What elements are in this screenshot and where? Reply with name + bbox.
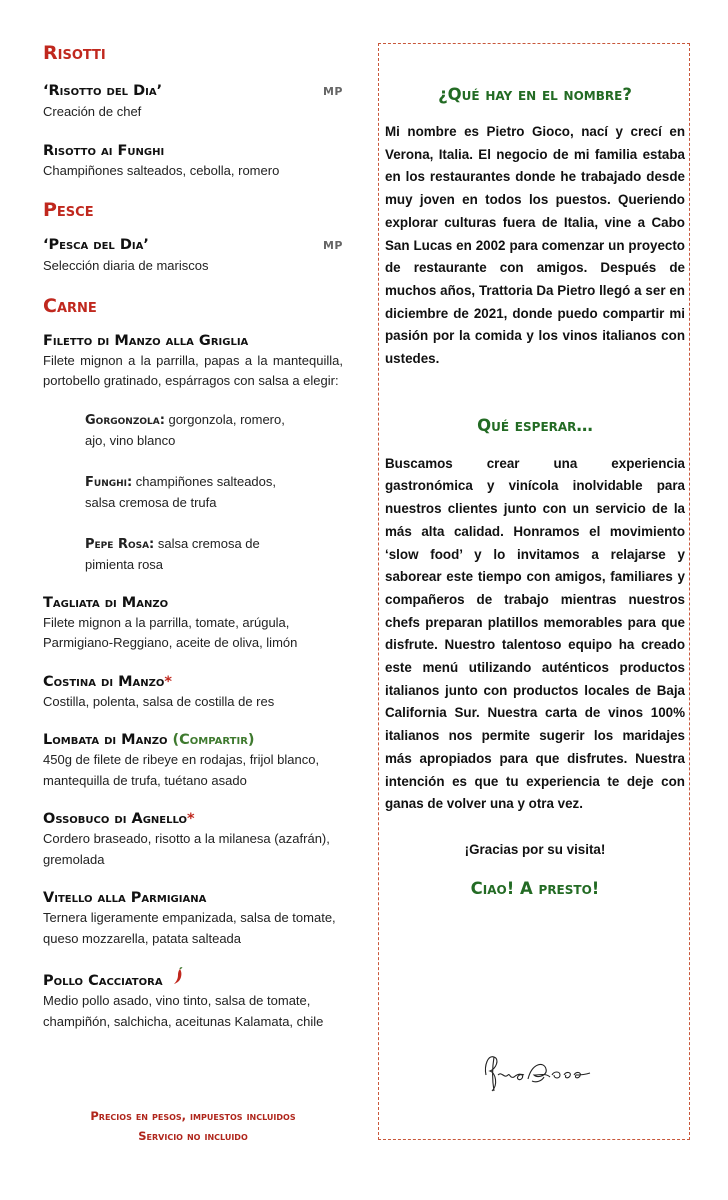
dish-desc: Creación de chef <box>43 104 142 119</box>
dish-pesca-del-dia <box>43 235 343 277</box>
dish-desc: Ternera ligeramente empanizada, salsa de tomate, queso mozzarella, patata salteada <box>43 910 336 946</box>
dish-name: Risotto ai Funghi <box>43 142 165 159</box>
dish-filetto <box>43 331 343 392</box>
price-note <box>43 1106 343 1146</box>
dish-vitello <box>43 888 343 949</box>
dish-name: ‘Risotto del Dia’ <box>43 83 163 99</box>
chili-pepper-icon <box>171 967 185 985</box>
menu-column <box>43 40 343 1032</box>
dish-tagliata <box>43 593 343 654</box>
dish-ossobuco <box>43 809 343 870</box>
dish-desc: Costilla, polenta, salsa de costilla de res <box>43 693 275 709</box>
dish-pollo <box>43 967 343 1032</box>
price-note-line2: Servicio no incluido <box>138 1129 248 1143</box>
expect-text: Buscamos crear una experiencia gastronómica y vinícola inolvidable para nuestros clientes junto con un servicio de la más alta calidad. Honramos el movimiento ‘slow food’ y lo invitamos a relajarse y saborear este tiempo con amigos, familiares y compañeros de trabajo mientras nuestros chefs preparan platillos memorables para que disfrute. Nuestro talentoso equipo ha creado este menú utilizando auténticos productos italianos junto con productos locales de Baja California Sur. Nuestra carta de vinos 100% italianos nos permite sugerir los maridajes más apropiados para que disfrutes. Nuestra intención es que tu experiencia te deje con ganas de volver una y otra vez. <box>385 455 685 812</box>
dish-name: Lombata di Manzo <box>43 732 168 748</box>
market-price: MP <box>322 239 343 252</box>
section-title-risotti: Risotti <box>43 42 106 64</box>
dish-name: Costina di Manzo <box>43 673 165 690</box>
market-price: MP <box>322 85 343 98</box>
dish-name: ‘Pesca del Dia’ <box>43 237 149 253</box>
dish-desc: Medio pollo asado, vino tinto, salsa de tomate, champiñón, salchicha, aceitunas Kalamata, chile <box>43 993 324 1029</box>
dish-desc: Cordero braseado, risotto a la milanesa (azafrán), gremolada <box>43 831 330 867</box>
share-label: (Compartir) <box>172 732 255 748</box>
dish-desc: Selección diaria de mariscos <box>43 258 209 273</box>
dish-name: Pollo Cacciatora <box>43 973 163 989</box>
dish-name: Ossobuco di Agnello <box>43 811 188 827</box>
spicy-star: * <box>187 811 195 827</box>
signature-image <box>480 1045 600 1095</box>
sauce-desc: champiñones salteados, salsa cremosa de trufa <box>85 473 276 510</box>
dish-name: Tagliata di Manzo <box>43 594 169 611</box>
expect-title: Qué esperar… <box>477 415 593 435</box>
about-title: ¿Qué hay en el nombre? <box>438 85 632 104</box>
dish-name: Vitello alla Parmigiana <box>43 890 207 906</box>
story-box <box>378 43 690 1140</box>
section-title-carne: Carne <box>43 294 97 317</box>
about-text: Mi nombre es Pietro Gioco, nací y crecí en Verona, Italia. El negocio de mi familia estaba en los restaurantes donde he trabajado desde muy joven en todos los puestos. Queriendo explorar culturas fuera de Italia, vine a Cabo San Lucas en 2002 para comenzar un proyecto de restaurante con amigos. Después de muchos años, Trattoria Da Pietro llegó a ser en diciembre de 2021, donde puedo compartir mi pasión por la comida y los vinos italianos con ustedes. <box>385 124 685 367</box>
ciao-text: Ciao! A presto! <box>470 878 600 898</box>
dish-risotto-ai-funghi <box>43 141 343 182</box>
section-title-pesce: Pesce <box>43 199 94 221</box>
dish-desc: Filete mignon a la parrilla, tomate, arúgula, Parmigiano-Reggiano, aceite de oliva, limón <box>43 614 298 650</box>
sauce-funghi <box>85 472 295 514</box>
sauce-name: Funghi: <box>85 474 133 490</box>
sauce-desc: gorgonzola, romero, ajo, vino blanco <box>85 411 285 448</box>
sauce-pepe-rosa <box>85 534 295 576</box>
dish-risotto-del-dia <box>43 81 343 123</box>
sauce-name: Pepe Rosa: <box>85 536 155 552</box>
dish-desc: Champiñones salteados, cebolla, romero <box>43 162 280 178</box>
dish-desc: 450g de filete de ribeye en rodajas, frijol blanco, mantequilla de trufa, tuétano asado <box>43 752 320 788</box>
sauce-desc: salsa cremosa de pimienta rosa <box>85 535 260 572</box>
sauce-name: Gorgonzola: <box>85 412 165 428</box>
dish-costina <box>43 672 343 713</box>
dish-desc: Filete mignon a la parrilla, papas a la mantequilla, portobello gratinado, espárragos con salsa a elegir: <box>43 352 343 388</box>
price-note-line1: Precios en pesos, impuestos incluidos <box>90 1109 296 1123</box>
spicy-star: * <box>164 673 172 690</box>
dish-name: Filetto di Manzo alla Griglia <box>43 332 249 349</box>
dish-lombata <box>43 730 343 791</box>
sauce-gorgonzola <box>85 410 295 452</box>
thanks-text: ¡Gracias por su visita! <box>464 841 606 857</box>
